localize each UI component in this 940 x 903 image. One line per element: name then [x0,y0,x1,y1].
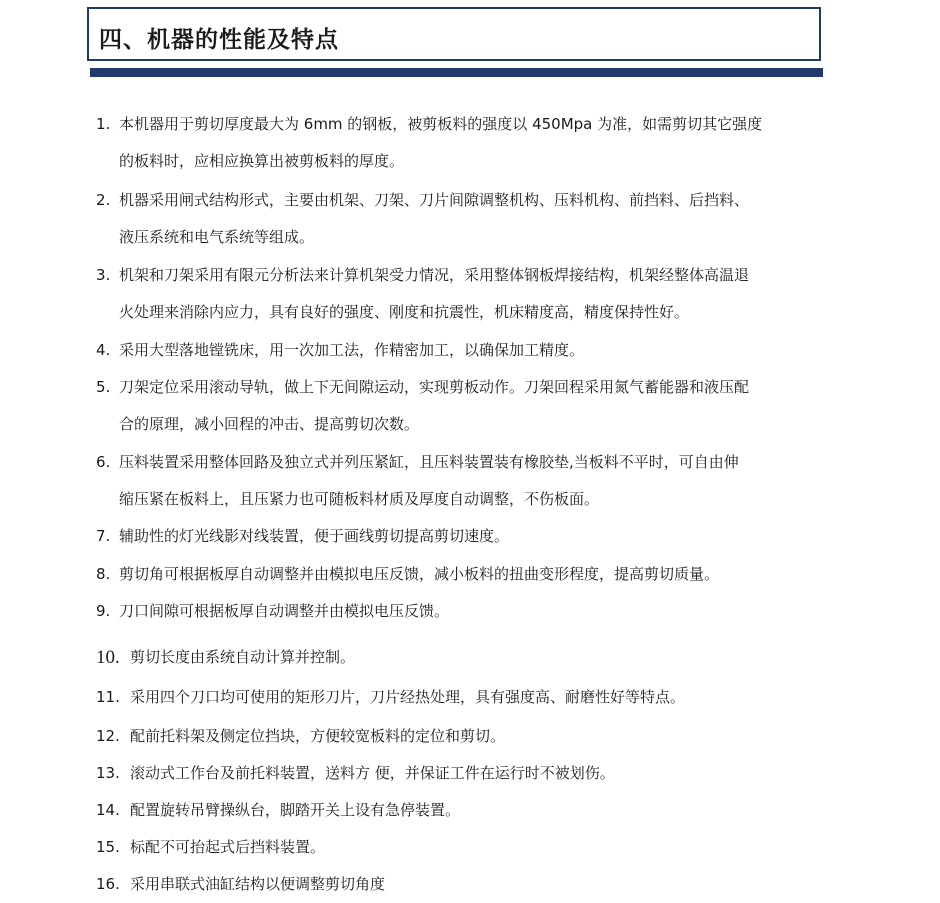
item-text: 剪切角可根据板厚自动调整并由模拟电压反馈，减小板料的扭曲变形程度，提高剪切质量。 [119,565,720,583]
item-number: 12. [96,727,120,745]
list-item [96,182,826,256]
item-number: 11. [96,688,120,706]
item-text: 配前托料架及侧定位挡块，方便较宽板料的定位和剪切。 [130,727,506,745]
item-text: 滚动式工作台及前托料装置，送料方 便，并保证工件在运行时不被划伤。 [130,764,615,782]
item-text: 剪切长度由系统自动计算并控制。 [130,648,356,666]
list-item [96,106,826,180]
item-number: 14. [96,801,120,819]
section-title-box [87,7,821,61]
item-text: 采用四个刀口均可使用的矩形刀片，刀片经热处理，具有强度高、耐磨性好等特点。 [130,688,686,706]
item-text: 采用串联式油缸结构以便调整剪切角度 [130,875,386,893]
item-number: 6. [96,453,111,471]
list-item [96,257,826,331]
list-item [96,332,826,369]
section-title: 四、机器的性能及特点 [99,26,339,53]
list-item [96,444,826,518]
item-text: 采用大型落地镗铣床，用一次加工法，作精密加工，以确保加工精度。 [119,341,585,359]
item-number: 5. [96,378,111,396]
item-number: 7. [96,527,111,545]
item-number: 8. [96,565,111,583]
item-text: 本机器用于剪切厚度最大为 6mm 的钢板，被剪板料的强度以 450Mpa 为准，如需剪切其它强度 的板料时，应相应换算出被剪板料的厚度。 [119,115,763,170]
item-text: 刀口间隙可根据板厚自动调整并由模拟电压反馈。 [119,602,450,620]
item-text: 刀架定位采用滚动导轨，做上下无间隙运动，实现剪板动作。刀架回程采用氮气蓄能器和液压配 合的原理，减小回程的冲击、提高剪切次数。 [119,378,750,433]
item-number: 1. [96,115,111,133]
list-item [96,369,826,443]
item-text: 压料装置采用整体回路及独立式并列压紧缸，且压料装置装有橡胶垫,当板料不平时，可自由伸 缩压紧在板料上，且压紧力也可随板料材质及厚度自动调整，不伤板面。 [119,453,739,508]
item-text: 机架和刀架采用有限元分析法来计算机架受力情况，采用整体钢板焊接结构，机架经整体高温退 火处理来消除内应力，具有良好的强度、刚度和抗震性，机床精度高，精度保持性好。 [119,266,750,321]
list-item [96,593,826,630]
title-underline-bar [90,68,823,77]
list-item [96,556,826,593]
item-text: 标配不可抬起式后挡料装置。 [130,838,326,856]
item-number: 16. [96,875,120,893]
list-item [96,829,826,866]
list-item [96,866,826,903]
list-item [96,639,826,676]
item-number: 9. [96,602,111,620]
list-item [96,755,826,792]
item-number: 15. [96,838,120,856]
item-number: 2. [96,191,111,209]
item-number: 3. [96,266,111,284]
item-number: 13. [96,764,120,782]
item-number: 4. [96,341,111,359]
item-text: 配置旋转吊臂操纵台，脚踏开关上设有急停装置。 [130,801,461,819]
item-text: 辅助性的灯光线影对线装置，便于画线剪切提高剪切速度。 [119,527,510,545]
list-item [96,518,826,555]
item-number: 10. [96,647,120,668]
list-item [96,792,826,829]
list-item [96,718,826,755]
list-item [96,679,826,716]
item-text: 机器采用闸式结构形式，主要由机架、刀架、刀片间隙调整机构、压料机构、前挡料、后挡料、 液压系统和电气系统等组成。 [119,191,750,246]
